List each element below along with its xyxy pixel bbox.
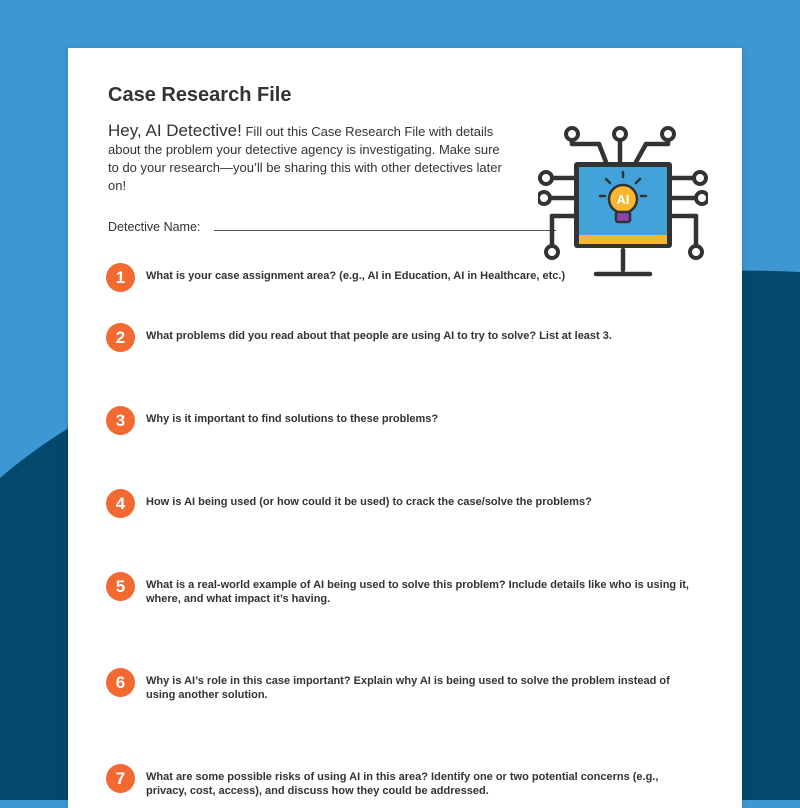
greeting-text: Hey, AI Detective!	[108, 121, 242, 140]
worksheet-page	[68, 48, 742, 808]
question-text: What problems did you read about that people are using AI to try to solve? List at least 3.	[146, 330, 612, 342]
detective-name-label: Detective Name:	[108, 220, 201, 234]
question-text: What is a real-world example of AI being used to solve this problem? Include details like who is using it, where, and what impact it’s having.	[146, 579, 689, 605]
intro-text: Fill out this Case Research File with details about the problem your detective agency is investigating. Make sure to do your research—you’ll be sharing this with other detectives later on!	[108, 124, 502, 193]
question-number-badge: 4	[106, 489, 135, 518]
question-3	[106, 412, 706, 435]
question-number-badge: 2	[106, 323, 135, 352]
intro-paragraph	[108, 122, 508, 195]
question-5	[106, 578, 706, 606]
question-6	[106, 674, 706, 702]
ai-computer-circuit-icon	[538, 86, 708, 286]
question-number-badge: 1	[106, 263, 135, 292]
question-number-badge: 7	[106, 764, 135, 793]
page-title: Case Research File	[108, 84, 292, 106]
question-text: What is your case assignment area? (e.g., AI in Education, AI in Healthcare, etc.)	[146, 270, 566, 282]
question-2	[106, 329, 706, 352]
question-text: What are some possible risks of using AI in this area? Identify one or two potential concerns (e.g., privacy, cost, access), and discuss how they could be addressed.	[146, 771, 659, 797]
ai-icon-label: AI	[616, 192, 630, 207]
question-number-badge: 6	[106, 668, 135, 697]
question-text: How is AI being used (or how could it be used) to crack the case/solve the problems?	[146, 496, 592, 508]
question-7	[106, 770, 706, 798]
question-number-badge: 3	[106, 406, 135, 435]
question-number-badge: 5	[106, 572, 135, 601]
detective-name-field[interactable]	[214, 230, 556, 231]
question-4	[106, 495, 706, 518]
question-text: Why is AI’s role in this case important? Explain why AI is being used to solve the problem instead of using another solution.	[146, 675, 670, 701]
question-1	[106, 269, 706, 292]
question-text: Why is it important to find solutions to these problems?	[146, 413, 439, 425]
